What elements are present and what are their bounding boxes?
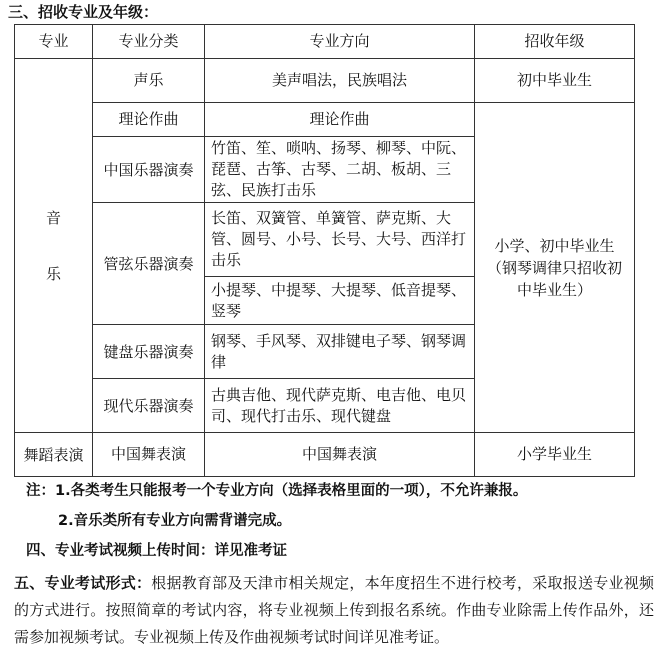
category-cell: 键盘乐器演奏 [93,325,205,379]
direction-cell: 古典吉他、现代萨克斯、电吉他、电贝司、现代打击乐、现代键盘 [205,379,475,433]
music-label-bottom: 乐 [45,264,61,283]
major-dance-cell: 舞蹈表演 [15,433,93,477]
section-4-heading: 四、专业考试视频上传时间：详见准考证 [26,543,287,559]
category-cell: 管弦乐器演奏 [93,203,205,325]
major-music-cell [15,59,93,433]
grade-cell: 初中毕业生 [475,59,635,103]
grade-cell: 小学毕业生 [475,433,635,477]
table-row [15,59,635,103]
header-category: 专业分类 [93,25,205,59]
table-row [15,103,635,137]
section-5-paragraph [14,570,654,651]
section-5-label: 五、专业考试形式： [14,574,152,592]
enrollment-table [14,24,635,477]
direction-cell: 中国舞表演 [205,433,475,477]
direction-cell: 美声唱法，民族唱法 [205,59,475,103]
table-row [15,433,635,477]
note-2: 2.音乐类所有专业方向需背谱完成。 [58,513,292,529]
category-cell: 中国乐器演奏 [93,137,205,203]
direction-cell: 理论作曲 [205,103,475,137]
header-grade: 招收年级 [475,25,635,59]
category-cell: 中国舞表演 [93,433,205,477]
music-grade-merged-cell: 小学、初中毕业生（钢琴调律只招收初中毕业生） [475,103,635,433]
header-direction: 专业方向 [205,25,475,59]
direction-cell: 长笛、双簧管、单簧管、萨克斯、大管、圆号、小号、长号、大号、西洋打击乐 [205,203,475,277]
note-1: 注：1.各类考生只能报考一个专业方向（选择表格里面的一项），不允许兼报。 [26,483,528,499]
direction-cell: 小提琴、中提琴、大提琴、低音提琴、竖琴 [205,277,475,325]
category-cell: 理论作曲 [93,103,205,137]
header-major: 专业 [15,25,93,59]
category-cell: 现代乐器演奏 [93,379,205,433]
category-cell: 声乐 [93,59,205,103]
direction-cell: 钢琴、手风琴、双排键电子琴、钢琴调律 [205,325,475,379]
music-label-top: 音 [45,208,61,227]
section-5-text: 根据教育部及天津市相关规定，本年度招生不进行校考，采取报送专业视频的方式进行。按照简章的考试内容，将专业视频上传到报名系统。作曲专业除需上传作品外，还需参加视频考试。专业视频上传及作曲视频考试时间详见准考证。 [14,574,654,646]
direction-cell: 竹笛、笙、唢呐、扬琴、柳琴、中阮、琵琶、古筝、古琴、二胡、板胡、三弦、民族打击乐 [205,137,475,203]
table-header-row [15,25,635,59]
section-title: 三、招收专业及年级： [8,3,159,21]
